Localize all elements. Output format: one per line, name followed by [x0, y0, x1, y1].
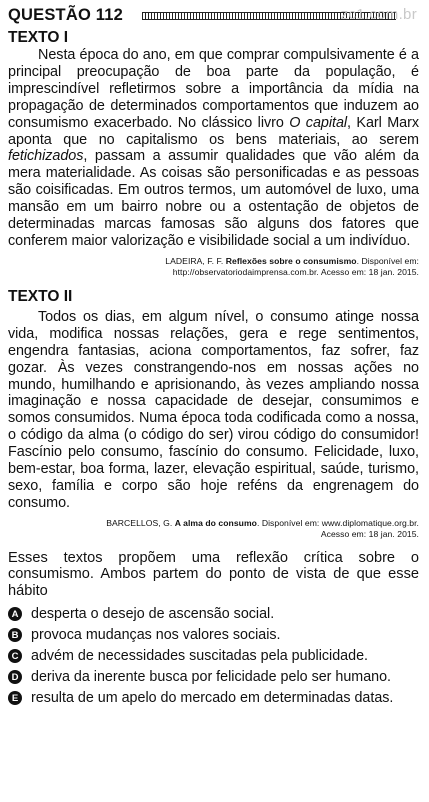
- question-header: [6, 3, 419, 29]
- question-number: QUESTÃO 112: [8, 6, 123, 24]
- option-text-e: resulta de um apelo do mercado em determinadas datas.: [31, 690, 394, 707]
- option-letter-e: E: [8, 691, 22, 705]
- texto1-ref-author: LADEIRA, F. F.: [165, 255, 226, 266]
- texto1-ref-url: http://observatoriodaimprensa.com.br. Acesso em: 18 jan. 2015.: [172, 267, 419, 278]
- option-letter-a: A: [8, 607, 22, 621]
- texto2-ref-rest: . Disponível em: www.diplomatique.org.br.: [256, 517, 419, 528]
- option-letter-b: B: [8, 628, 22, 642]
- texto2-ref-author: BARCELLOS, G.: [106, 517, 175, 528]
- option-text-a: desperta o desejo de ascensão social.: [31, 606, 275, 623]
- option-text-c: advém de necessidades suscitadas pela publicidade.: [31, 648, 368, 665]
- option-text-b: provoca mudanças nos valores sociais.: [31, 627, 281, 644]
- texto1-italic-fetichizados: fetichizados: [8, 148, 84, 165]
- option-letter-c: C: [8, 649, 22, 663]
- option-e[interactable]: [8, 688, 419, 709]
- texto1-part3: , passam a assumir qualidades que vão além da mera materialidade. As coisas são personificadas e as pessoas são coisificadas. Em outros termos, um automóvel de luxo, uma mansão em um bairro nobre ou a ostentação de objetos de determinadas marcas famosas são alguns dos fatores que conferem maior valorização e visibilidade social a um indivíduo.: [8, 148, 419, 249]
- watermark: zc1.com.br: [340, 6, 417, 23]
- texto1-italic-capital: O capital: [289, 114, 348, 131]
- option-text-d: deriva da inerente busca por felicidade pelo ser humano.: [31, 669, 392, 686]
- option-a[interactable]: [8, 604, 419, 625]
- texto2-reference: [6, 518, 419, 541]
- texto1-reference: [6, 256, 419, 279]
- texto2-body: Todos os dias, em algum nível, o consumo atinge nossa vida, modifica nossas relações, gera e rege sentimentos, engendra fantasias, aciona comportamentos, faz sofrer, faz gozar. Às vezes constrangendo-nos em nossas ações no mundo, humilhando e aprisionando, às vezes ampliando nossa imaginação e nossa capacidade de desejar, consumimos e somos consumidos. Numa época toda codificada como a nossa, o código da alma (o código do ser) virou código do consumidor! Fascínio pelo consumo, fascínio do consumo. Felicidade, luxo, bem-estar, boa forma, lazer, elevação espiritual, saúde, turismo, sexo, família e corpo são hoje reféns da engrenagem do consumo.: [8, 308, 419, 511]
- texto1-body: [8, 47, 419, 250]
- texto1-ref-title: Reflexões sobre o consumismo: [225, 255, 357, 266]
- option-letter-d: D: [8, 670, 22, 684]
- option-d[interactable]: [8, 667, 419, 688]
- texto1-part1: Nesta época do ano, em que comprar compulsivamente é a principal preocupação de boa parte da população, é imprescindível refletirmos sobre a importância da mídia na propagação de determinados comportamentos que induzem ao consumismo exacerbado. No clássico livro: [8, 47, 419, 131]
- answer-options: [8, 604, 419, 709]
- question-stem: Esses textos propõem uma reflexão crítica sobre o consumismo. Ambos partem do ponto de vista de que esse hábito: [8, 549, 419, 599]
- texto1-part2: , Karl Marx aponta que no capitalismo os bens materiais, ao serem: [8, 114, 419, 148]
- option-c[interactable]: [8, 646, 419, 667]
- texto1-title: TEXTO I: [8, 29, 69, 46]
- option-b[interactable]: [8, 625, 419, 646]
- texto1-ref-rest: . Disponível em:: [356, 255, 419, 266]
- texto2-title: TEXTO II: [8, 287, 73, 305]
- texto2-ref-title: A alma do consumo: [174, 517, 257, 528]
- texto2-ref-access: Acesso em: 18 jan. 2015.: [320, 529, 419, 540]
